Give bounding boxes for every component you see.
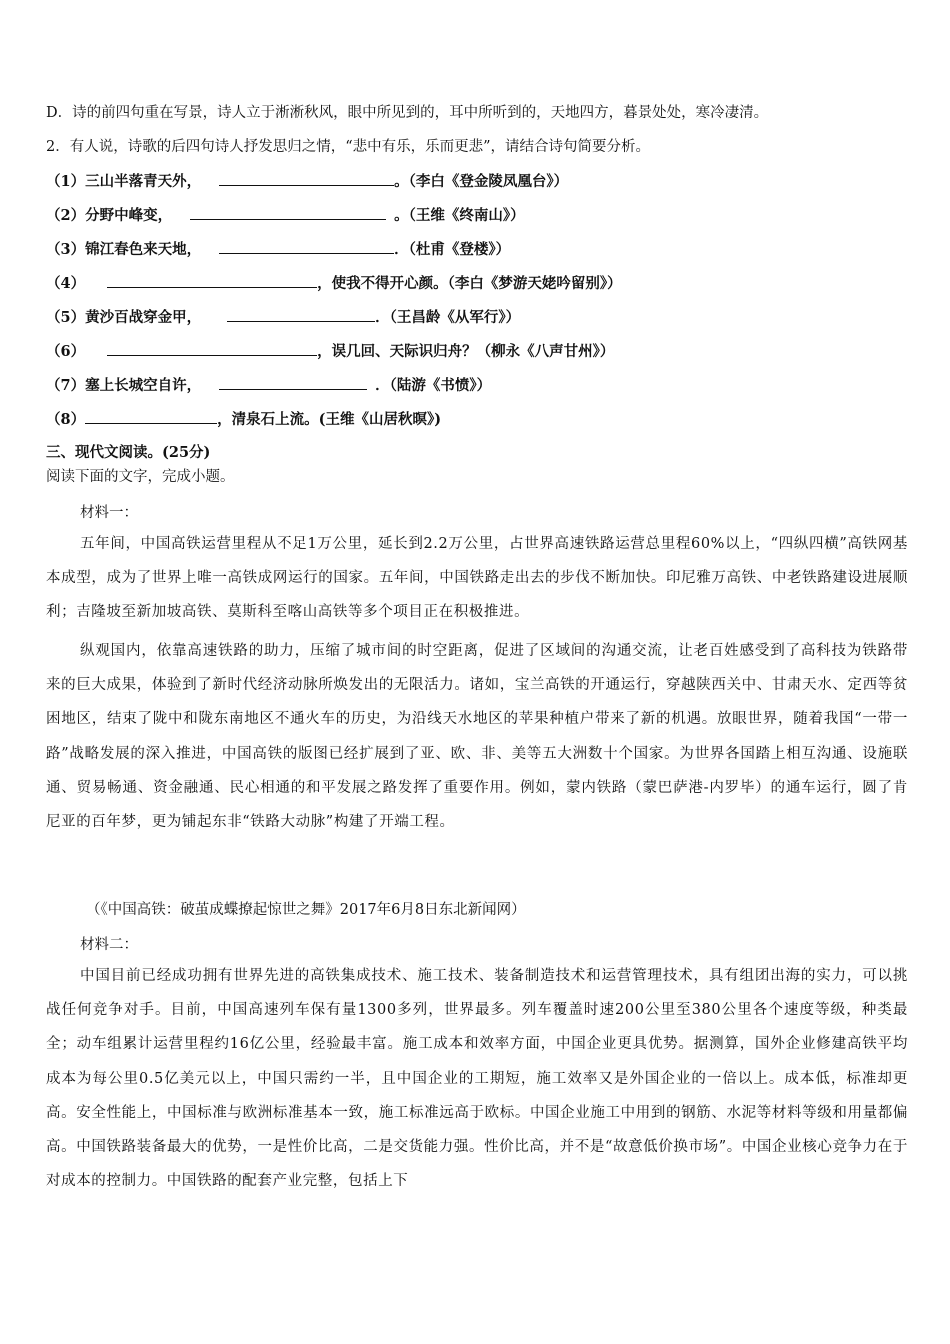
option-d: D．诗的前四句重在写景，诗人立于淅淅秋风，眼中所见到的，耳中所听到的，天地四方，暮景处处，寒冷凄清。 xyxy=(46,105,769,121)
answer-blank[interactable] xyxy=(219,171,394,186)
blank-item-1: （1）三山半落青天外， 。（李白《登金陵凤凰台》） xyxy=(46,173,569,190)
material-2-paragraph-1: 中国目前已经成功拥有世界先进的高铁集成技术、施工技术、装备制造技术和运营管理技术，具有组团出海的实力，可以挑战任何竞争对手。目前，中国高速列车保有量1300多列，世界最多。列车覆盖时速200公里至380公里各个速度等级，种类最全；动车组累计运营里程约16亿公里，经验最丰富。施工成本和效率方面，中国企业更具优势。据测算，国外企业修建高铁平均成本为每公里0.5亿美元以上，中国只需约一半，且中国企业的工期短，施工效率又是外国企业的一倍以上。成本低，标准却更高。安全性能上，中国标准与欧洲标准基本一致，施工标准远高于欧标。中国企业施工中用到的钢筋、水泥等材料等级和用量都偏高。中国铁路装备最大的优势，一是性价比高，二是交货能力强。性价比高，并不是“故意低价换市场”。中国企业核心竞争力在于对成本的控制力。中国铁路的配套产业完整，包括上下 xyxy=(46,968,908,1190)
blank-item-2: （2）分野中峰变， 。（王维《终南山》） xyxy=(46,207,525,224)
material-1-source: （《中国高铁：破茧成蝶撩起惊世之舞》2017年6月8日东北新闻网） xyxy=(86,902,526,918)
section-3-title: 三、现代文阅读。(25分) xyxy=(46,444,211,461)
blank-item-6: （6） ，误几回、天际识归舟？（柳永《八声甘州》） xyxy=(46,343,615,360)
material-2-label: 材料二： xyxy=(80,937,138,953)
question-2: 2．有人说，诗歌的后四句诗人抒发思归之情，“悲中有乐，乐而更悲”，请结合诗句简要分析。 xyxy=(46,139,651,155)
answer-blank[interactable] xyxy=(190,205,386,220)
material-1-label: 材料一： xyxy=(80,505,138,521)
material-1-paragraph-1: 五年间，中国高铁运营里程从不足1万公里，延长到2.2万公里，占世界高速铁路运营总里程60%以上，“四纵四横”高铁网基本成型，成为了世界上唯一高铁成网运行的国家。五年间，中国铁路走出去的步伐不断加快。印尼雅万高铁、中老铁路建设进展顺利；吉隆坡至新加坡高铁、莫斯科至喀山高铁等多个项目正在积极推进。 xyxy=(46,536,908,621)
section-3-instruction: 阅读下面的文字，完成小题。 xyxy=(46,469,235,485)
blank-item-5: （5）黄沙百战穿金甲， ．（王昌龄《从军行》） xyxy=(46,309,521,326)
answer-blank[interactable] xyxy=(85,409,217,424)
blank-item-4: （4） ，使我不得开心颜。（李白《梦游天姥吟留别》） xyxy=(46,275,622,292)
blank-item-3: （3）锦江春色来天地， ．（杜甫《登楼》） xyxy=(46,241,511,258)
answer-blank[interactable] xyxy=(219,239,394,254)
blank-item-7: （7）塞上长城空自许， ．（陆游《书愤》） xyxy=(46,377,492,394)
answer-blank[interactable] xyxy=(107,273,317,288)
answer-blank[interactable] xyxy=(219,375,367,390)
material-1-paragraph-2: 纵观国内，依靠高速铁路的助力，压缩了城市间的时空距离，促进了区域间的沟通交流，让老百姓感受到了高科技为铁路带来的巨大成果，体验到了新时代经济动脉所焕发出的无限活力。诸如，宝兰高铁的开通运行，穿越陕西关中、甘肃天水、定西等贫困地区，结束了陇中和陇东南地区不通火车的历史，为沿线天水地区的苹果种植户带来了新的机遇。放眼世界，随着我国“一带一路”战略发展的深入推进，中国高铁的版图已经扩展到了亚、欧、非、美等五大洲数十个国家。为世界各国踏上相互沟通、设施联通、贸易畅通、资金融通、民心相通的和平发展之路发挥了重要作用。例如，蒙内铁路（蒙巴萨港-内罗毕）的通车运行，圆了肯尼亚的百年梦，更为铺起东非“铁路大动脉”构建了开端工程。 xyxy=(46,643,908,831)
answer-blank[interactable] xyxy=(227,307,375,322)
answer-blank[interactable] xyxy=(107,341,317,356)
blank-item-8: （8） ，清泉石上流。(王维《山居秋暝》) xyxy=(46,411,442,428)
